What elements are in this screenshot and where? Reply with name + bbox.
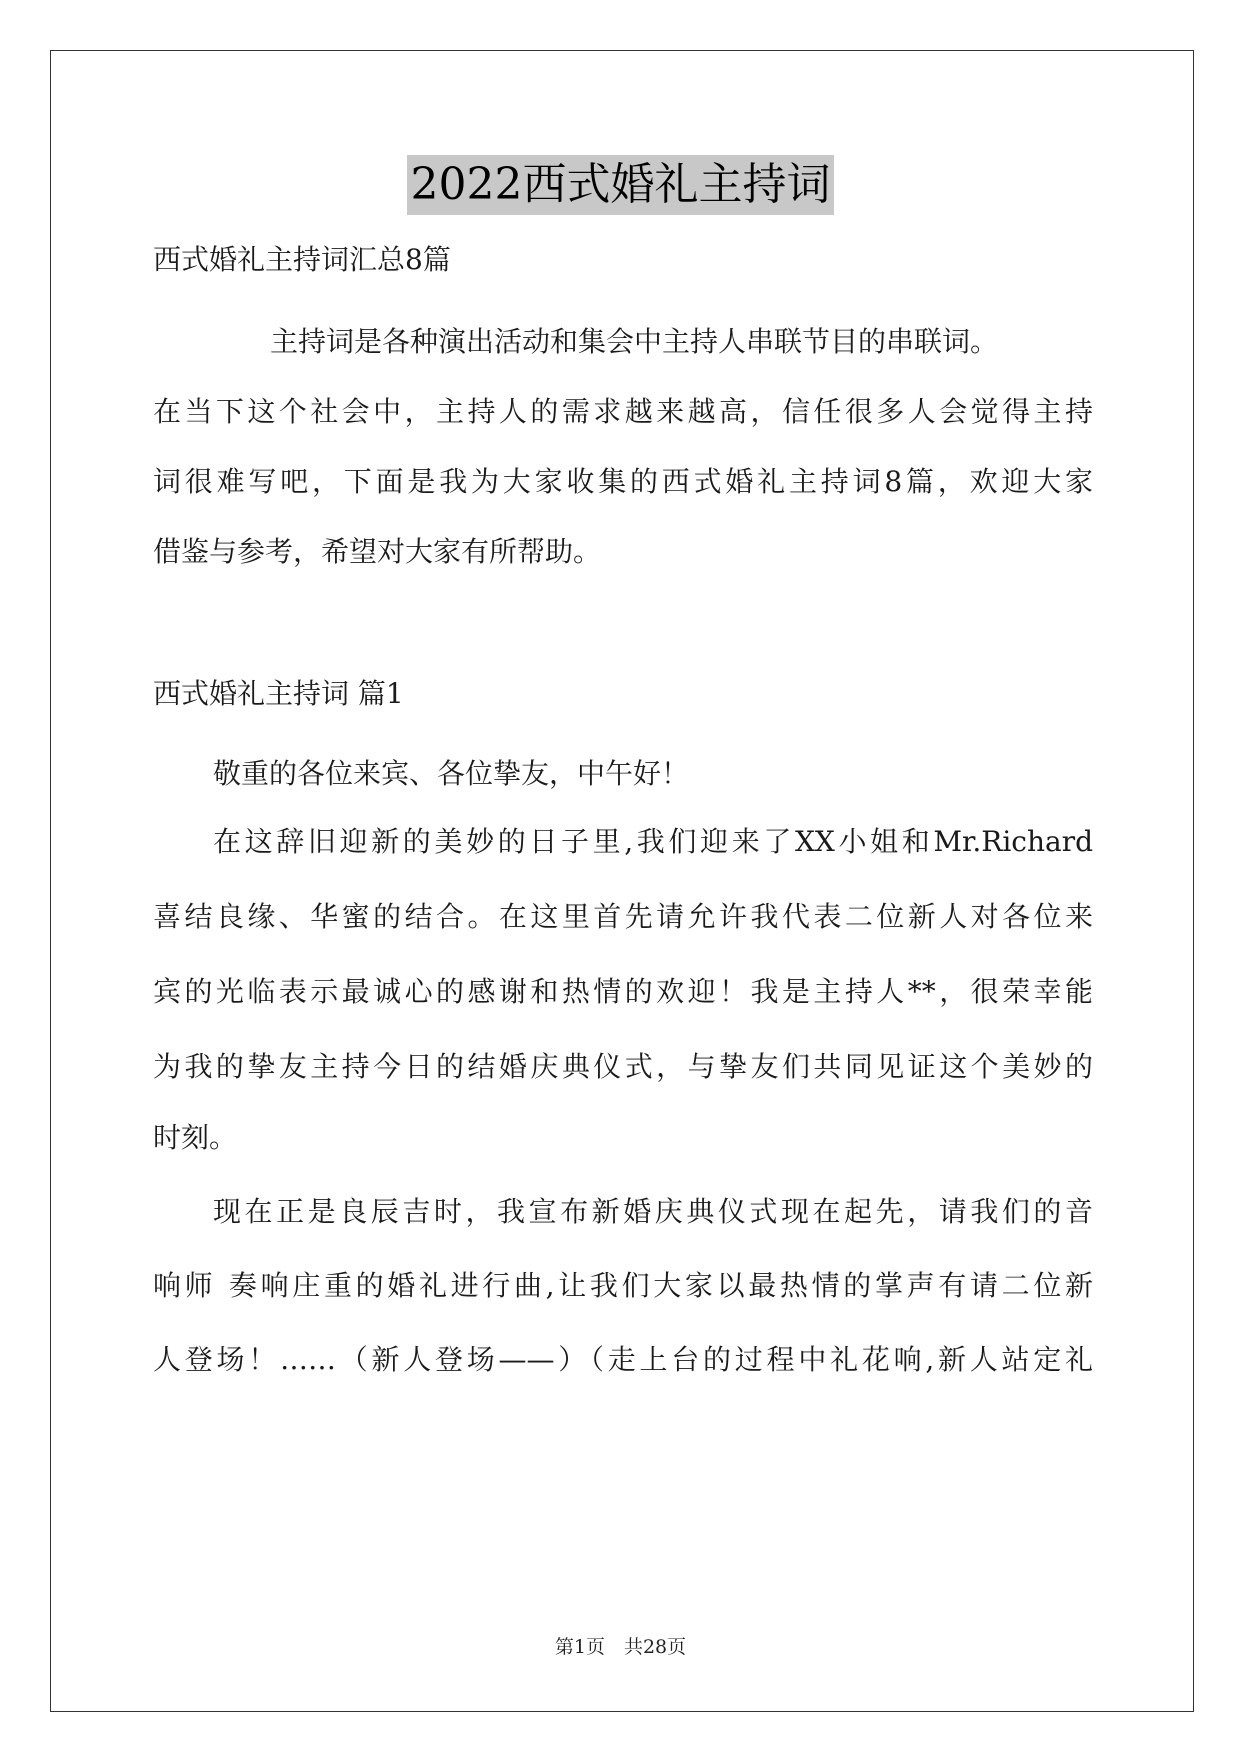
body-line-4: 宾的光临表示最诚心的感谢和热情的欢迎！我是主持人**，很荣幸能 xyxy=(153,975,1093,1008)
document-subtitle: 西式婚礼主持词汇总8篇 xyxy=(153,243,451,276)
body-line-1: 敬重的各位来宾、各位挚友，中午好！ xyxy=(213,757,690,790)
intro-line-4: 借鉴与参考，希望对大家有所帮助。 xyxy=(153,535,602,568)
section-heading: 西式婚礼主持词 篇1 xyxy=(153,677,404,710)
intro-line-3: 词很难写吧，下面是我为大家收集的西式婚礼主持词8篇，欢迎大家 xyxy=(153,465,1093,498)
page-number-footer: 第1页 共28页 xyxy=(554,1636,687,1658)
body-line-9: 人登场！……（新人登场——）（走上台的过程中礼花响,新人站定礼 xyxy=(153,1343,1093,1376)
page-border xyxy=(50,50,1194,1712)
body-line-8: 响师 奏响庄重的婚礼进行曲,让我们大家以最热情的掌声有请二位新 xyxy=(153,1269,1093,1302)
document-title: 2022西式婚礼主持词 xyxy=(407,155,835,215)
intro-line-2: 在当下这个社会中，主持人的需求越来越高，信任很多人会觉得主持 xyxy=(153,395,1093,428)
title-container xyxy=(0,155,1241,215)
body-line-5: 为我的挚友主持今日的结婚庆典仪式，与挚友们共同见证这个美妙的 xyxy=(153,1050,1093,1083)
intro-line-1: 主持词是各种演出活动和集会中主持人串联节目的串联词。 xyxy=(270,325,999,358)
body-line-7: 现在正是良辰吉时，我宣布新婚庆典仪式现在起先，请我们的音 xyxy=(213,1195,1093,1228)
body-line-2: 在这辞旧迎新的美妙的日子里,我们迎来了XX小姐和Mr.Richard xyxy=(213,825,1093,858)
body-line-6: 时刻。 xyxy=(153,1121,238,1154)
body-line-3: 喜结良缘、华蜜的结合。在这里首先请允许我代表二位新人对各位来 xyxy=(153,900,1093,933)
